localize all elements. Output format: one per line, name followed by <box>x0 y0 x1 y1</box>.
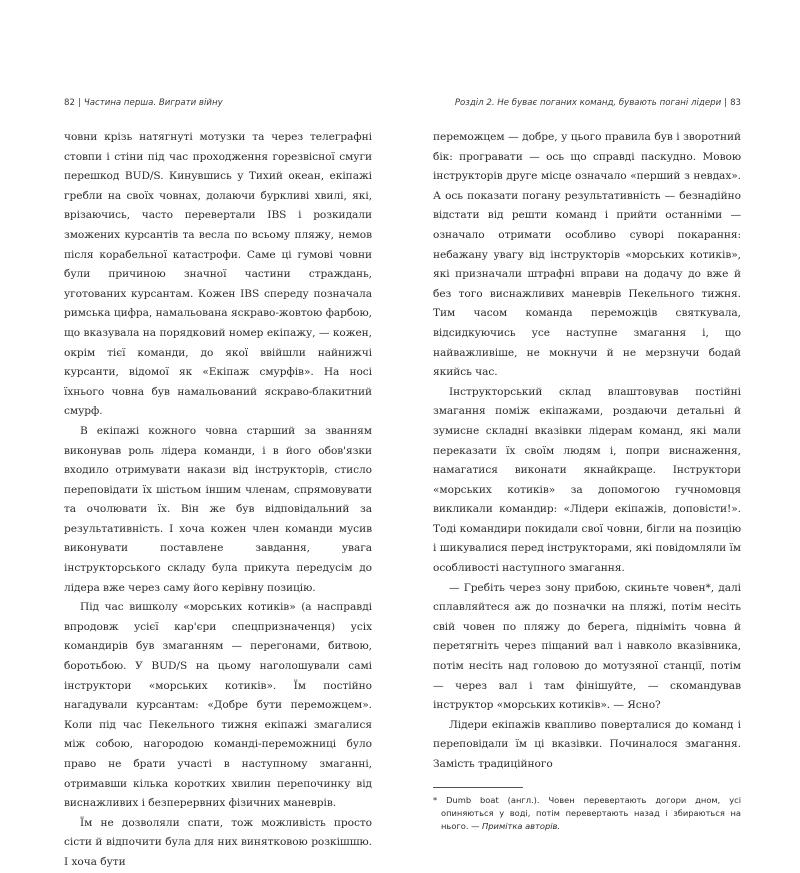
right-page-number: 83 <box>730 98 741 108</box>
left-paragraph-1: човни крізь натягнуті мотузки та через телеграфні стовпи і стіни під час проходження горезвісної смуги перешкод BUD/S. Кинувшись у Тихий океан, екіпажі гребли на своїх човнах, долаючи буркливі хвилі, які, врізаючись, часто перевертали IBS і розкидали зможених курсантів та весла по всьому пляжу, немов після корабельної катастрофи. Саме ці гумові човни були причиною значної частини страждань, уготованих курсантам. Кожен IBS спереду позначала римська цифра, намальована яскраво-жовтою фарбою, що вказувала на порядковий номер екіпажу, — кожен, окрім тієї команди, до якої ввійшли найнижчі курсанти, відомої як «Екіпаж смурфів». На носі їхнього човна був намальований яскраво-блакитний смурф. <box>64 131 372 418</box>
left-paragraph-3: Під час вишколу «морських котиків» (а насправді впродовж усієї кар'єри спецпризначенця) усіх командирів був змаганням — перегонами, битвою, боротьбою. У BUD/S на цьому наголошували самі інструктори «морських котиків». Їм постійно нагадували курсантам: «Добре бути переможцем». Коли під час Пекельного тижня екіпажі змагалися між собою, нагородою команді-переможниці було право не брати участі в наступному змаганні, отримавши кілька коротких хвилин перепочинку від виснажливих і безперервних фізичних маневрів. <box>64 601 372 810</box>
running-head-separator: | <box>77 98 81 108</box>
left-running-head <box>64 96 372 110</box>
footnote-attribution: Примітка авторів. <box>482 820 561 831</box>
right-paragraph-2: Інструкторський склад влаштовував постійні змагання поміж екіпажами, роздаючи детальні й зумисне складні вказівки лідерам команд, які мали переказати їх своїм людям і, попри виснаження, намагатися виконати якнайкраще. Інструктори «морських котиків» за допомогою гучномовця викликали командир: «Лідери екіпажів, доповісти!». Тоді командири покидали свої човни, бігли на позицію і шикувалися перед інструкторами, які повідомляли їм особливості наступного змагання. <box>433 385 741 575</box>
running-head-separator: | <box>724 98 728 108</box>
footnote-marker: * <box>433 794 438 805</box>
footnote <box>433 794 741 833</box>
right-paragraph-1: переможцем — добре, у цього правила був і зворотний бік: програвати — ось що справді паскудно. Мовою інструкторів друге місце означало «перший з невдах». А ось показати погану результативність — безнадійно відстати від решти команд і прийти останніми — означало отримати особливо суворі покарання: небажану увагу від інструкторів «морських котиків», які призначали штрафні вправи на додачу до вже й без того виснажливих маневрів Пекельного тижня. Тим часом команда переможців святкувала, відсидкуючись усе наступне змагання і, що найважливіше, не мокнучи й не мерзнучи бодай якийсь час. <box>433 131 741 379</box>
right-paragraph-4: Лідери екіпажів квапливо поверталися до команд і переповідали їм ці вказівки. Починалося змагання. Замість традиційного <box>433 718 741 770</box>
right-paragraph-3: — Гребіть через зону прибою, скиньте човен*, далі сплавляйтеся аж до позначки на пляжі, потім несіть свій човен по пляжу до берега, підніміть човна й перетягніть через піщаний вал і навколо вказівника, потім несіть над головою до мотузяної станції, потім — через вал і там фінішуйте, — скомандував інструктор «морських котиків». — Ясно? <box>433 581 741 712</box>
left-paragraph-2: В екіпажі кожного човна старший за званням виконував роль лідера команди, і в його обов'язки входило отримувати накази від інструкторів, стисло переповідати їх шістьом іншим членам, спрямовувати та очолювати їх. Він же був відповідальний за результативність. І хоча кожен член команди мусив виконувати поставлене завдання, увага інструкторського складу була прикута передусім до лідера вже через саму його керівну позицію. <box>64 424 372 594</box>
left-running-head-title: Частина перша. Виграти війну <box>83 98 223 108</box>
right-body-text <box>433 128 741 775</box>
right-page <box>433 96 741 833</box>
left-body-text <box>64 128 372 873</box>
footnote-divider <box>433 787 523 788</box>
right-running-head-title: Розділ 2. Не буває поганих команд, бувають погані лідери <box>454 98 722 108</box>
left-paragraph-4: Їм не дозволяли спати, тож можливість просто сісти й відпочити була для них винятковою розкішшю. І хоча бути <box>64 816 372 868</box>
footnote-text: Dumb boat (англ.). Човен перевертають догори дном, усі опиняються у воді, потім перевертають назад і збираються на нього. — <box>441 794 742 831</box>
left-page <box>64 96 372 873</box>
right-running-head <box>433 96 741 110</box>
left-page-number: 82 <box>64 98 75 108</box>
